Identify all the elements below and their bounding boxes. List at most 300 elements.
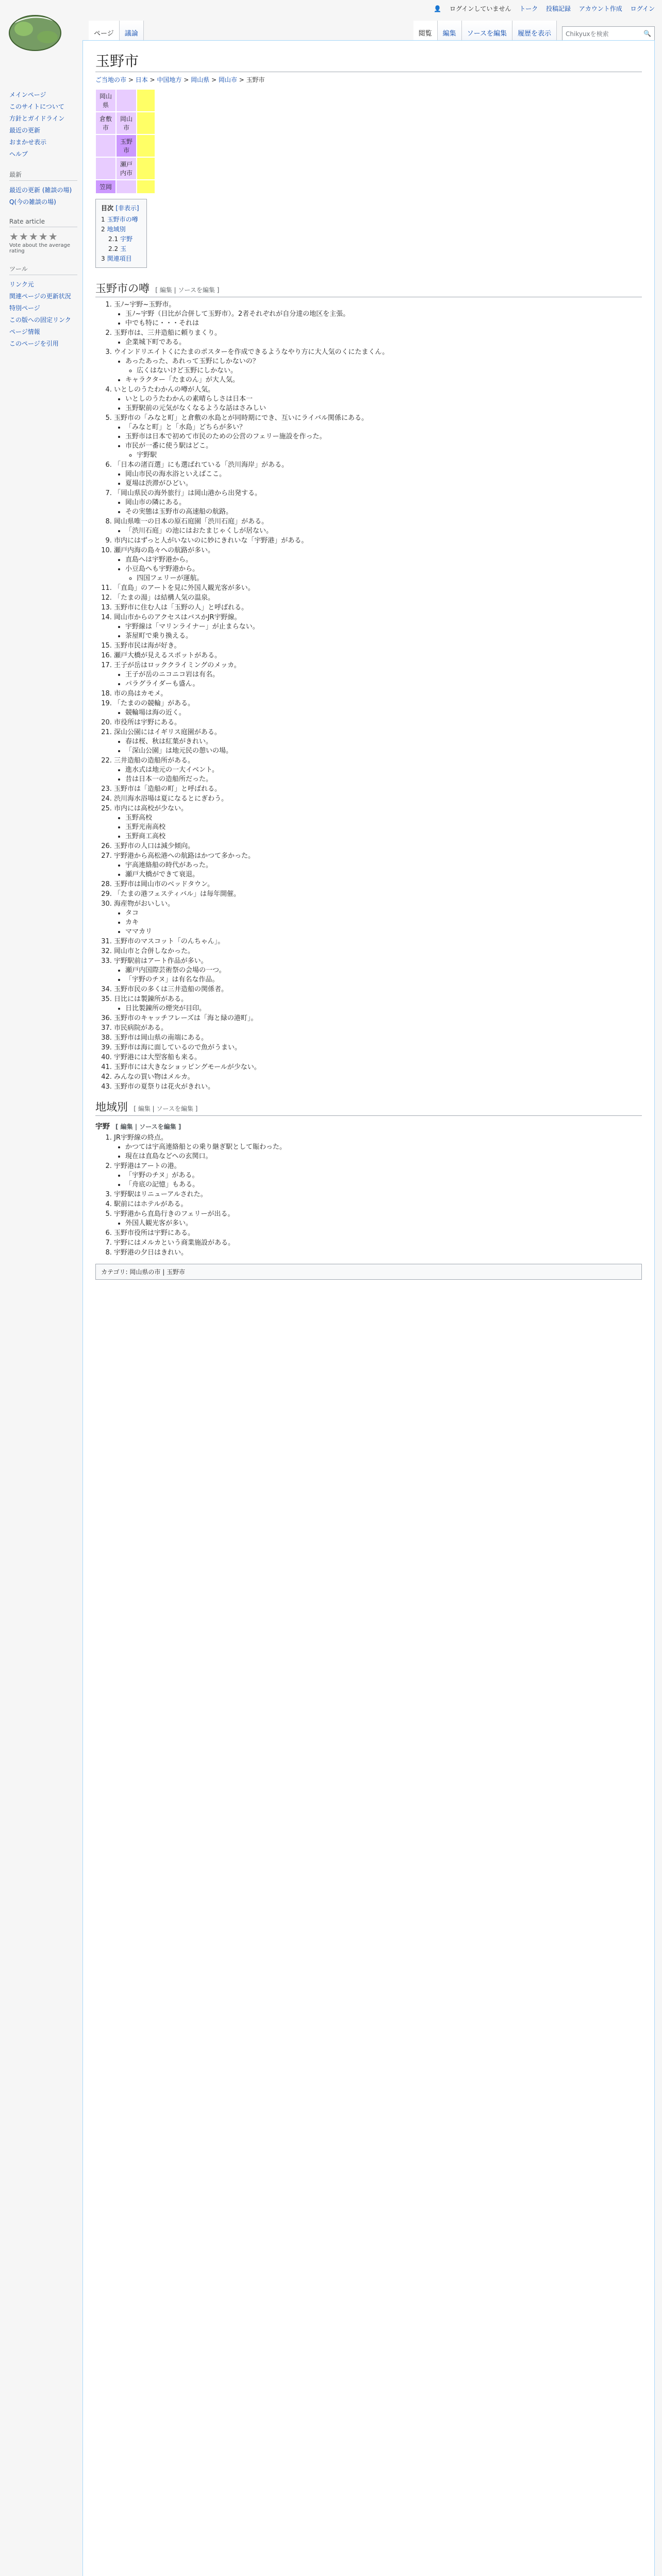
sub-list	[114, 395, 642, 413]
category-links[interactable]: カテゴリ: 岡山県の市 | 玉野市	[95, 1264, 642, 1280]
list-item-text: 瀬戸大橋が見えるスポットがある。	[114, 652, 222, 659]
sub-list	[114, 909, 642, 937]
sidebar-item-policy[interactable]: 方針とガイドライン	[9, 115, 65, 122]
list-item-text: 「直島」のアートを見に外国人観光客が多い。	[114, 584, 255, 592]
sub-list-item	[125, 338, 642, 347]
sidebar	[0, 87, 82, 354]
navbox-cell	[116, 180, 137, 194]
section-heading-rumors	[95, 280, 642, 297]
sub-list	[114, 622, 642, 641]
sidebar-item-random[interactable]: おまかせ表示	[9, 139, 47, 146]
navbox-cell	[137, 180, 155, 194]
sub-list-item	[137, 366, 642, 376]
toc-item[interactable]	[101, 234, 139, 244]
sub-list	[114, 357, 642, 385]
tab-discussion[interactable]: 議論	[120, 21, 144, 41]
page-title: 玉野市	[95, 50, 642, 72]
sub-list-item	[125, 1143, 642, 1152]
sub-list-item	[125, 479, 642, 488]
list-item	[114, 947, 642, 956]
tab-edit[interactable]: 編集	[438, 21, 462, 41]
list-item-text: 「日本の渚百選」にも選ばれている「渋川海岸」がある。	[114, 461, 289, 469]
sub-list-item	[125, 357, 642, 376]
navbox-cell	[116, 89, 137, 112]
sub-item-text: カキ	[125, 919, 139, 926]
list-item-text: 宇野駅前はアート作品が多い。	[114, 957, 208, 965]
list-item	[114, 300, 642, 328]
sub-item-text: 「みなと町」と「水島」どちらが多い？	[125, 423, 246, 431]
sub-item-text: 瀬戸内国際芸術祭の会場の一つ。	[125, 967, 226, 974]
list-item	[114, 1190, 642, 1199]
list-item-text: 玉野市の「みなと町」と倉敷の水島とが同時期にでき、互いにライバル関係にある。	[114, 414, 368, 422]
table-of-contents	[95, 199, 147, 268]
list-item	[114, 594, 642, 603]
rate-caption: Vote about the average rating	[9, 243, 70, 254]
list-item	[114, 900, 642, 937]
sub-item-text: 玉ﾉ~宇野（日比が合併して玉野市）。2者それぞれが自分達の地区を主張。	[125, 310, 350, 318]
sub-item-text: 宇野駅	[137, 451, 157, 459]
sub-list-item	[125, 927, 642, 937]
list-item	[114, 995, 642, 1013]
list-item-text: 岡山県唯一の日本の原石庭園「渋川石庭」がある。	[114, 518, 269, 526]
city-navbox	[95, 89, 162, 194]
tool-permalink[interactable]: この版への固定リンク	[9, 316, 71, 324]
tab-read[interactable]: 閲覧	[413, 21, 438, 41]
sub-list-item	[125, 527, 642, 536]
list-item	[114, 546, 642, 583]
sub-list-item	[125, 1180, 642, 1190]
list-item-text: 深山公園にはイギリス庭園がある。	[114, 728, 221, 736]
toc-link[interactable]: 関連項目	[107, 255, 132, 262]
sub-list-item	[125, 814, 642, 823]
list-item	[114, 1043, 642, 1053]
navbox-cell	[137, 89, 155, 112]
section-heading-regions	[95, 1099, 642, 1116]
sub-list	[114, 670, 642, 689]
sub-list-item	[125, 432, 642, 442]
sub-item-text: かつては宇高連絡船との乗り継ぎ駅として賑わった。	[125, 1143, 286, 1151]
sub-list-item	[137, 451, 642, 460]
search-icon[interactable]: 🔍	[643, 30, 651, 37]
sub-list	[114, 338, 642, 347]
sub-list-item	[125, 319, 642, 328]
sub-list	[114, 1219, 642, 1228]
list-item	[114, 1033, 642, 1043]
navbox-cell[interactable]: 倉敷市	[95, 112, 116, 134]
list-item-text: 宇野駅はリニューアルされた。	[114, 1191, 207, 1198]
uno-list	[95, 1133, 642, 1258]
list-item	[114, 1082, 642, 1092]
sub-list-item	[125, 832, 642, 841]
sub-item-text: 進水式は地元の一大イベント。	[125, 766, 219, 774]
sub-item-text: 瀬戸大橋ができて衰退。	[125, 871, 200, 878]
navbox-cell	[95, 134, 116, 157]
sub-list	[114, 310, 642, 328]
sub-list-item	[137, 574, 642, 583]
sub-list-item	[125, 498, 642, 507]
list-item	[114, 728, 642, 756]
list-item-text: 玉野市は、三井造船に頼りまくり。	[114, 329, 222, 337]
toc-number: 2.2	[108, 245, 119, 252]
tool-page-info[interactable]: ページ情報	[9, 328, 40, 335]
sub-item-text: 宇野線は「マリンライナー」が止まらない。	[125, 623, 259, 631]
toc-link[interactable]: 玉野市の噂	[107, 216, 138, 223]
subsection-title: 宇野	[95, 1123, 110, 1131]
list-item	[114, 1239, 642, 1248]
crumb-current: 玉野市	[246, 76, 265, 83]
list-item-text: 玉野市に住む人は「玉野の人」と呼ばれる。	[114, 604, 249, 612]
sub-item-text: タコ	[125, 909, 139, 917]
toc-item[interactable]	[101, 253, 139, 263]
list-item	[114, 1063, 642, 1072]
list-item-text: 玉野市は岡山県の南端にある。	[114, 1034, 208, 1042]
tool-related-changes[interactable]: 関連ページの更新状況	[9, 293, 71, 300]
sub-item-text: 現在は直島などへの玄関口。	[125, 1153, 212, 1160]
navbox-cell[interactable]: 笠岡	[95, 180, 116, 194]
list-item	[114, 661, 642, 689]
sub-list	[114, 814, 642, 841]
sub-list	[114, 423, 642, 460]
rating-stars[interactable]: ★★★★★	[9, 230, 58, 243]
sub-list-item	[125, 1171, 642, 1180]
list-item-text: 市内にはずっと人がいないのに妙にきれいな「宇野港」がある。	[114, 537, 308, 545]
toc-link[interactable]: 宇野	[120, 235, 133, 243]
crumb-item[interactable]: 中国地方	[157, 76, 182, 83]
list-item-text: 渋川海水浴場は夏になるとにぎわう。	[114, 795, 228, 803]
list-item-text: 宇野にはメルカという商業施設がある。	[114, 1239, 235, 1247]
sub-item-text: 外国人観光客が多い。	[125, 1219, 193, 1227]
sub-list-item	[125, 823, 642, 832]
view-tabs	[413, 21, 655, 41]
toc-link[interactable]: 玉	[120, 245, 127, 252]
list-item-text: みんなの買い物はメルカ。	[114, 1073, 194, 1081]
section-title: 地域別	[95, 1101, 128, 1113]
sub-list-item	[125, 670, 642, 680]
navbox-cell[interactable]: 瀬戸内市	[116, 157, 137, 180]
sub-list	[114, 498, 642, 517]
sidebar-item-recent[interactable]: 最近の更新	[9, 127, 41, 134]
sub-item-text: 「舟底の記憶」もある。	[125, 1181, 200, 1189]
sub-list-item	[125, 470, 642, 479]
list-item-text: 三井造船の造船所がある。	[114, 757, 195, 765]
list-item	[114, 689, 642, 699]
search-input[interactable]: Chikyuxを検索	[566, 30, 609, 38]
sub-item-text: 王子が岳のニコニコ岩は有名。	[125, 671, 220, 679]
navbox-cell	[137, 134, 155, 157]
sub-list	[114, 470, 642, 488]
sub-item-text: 春は桜、秋は紅葉がきれい。	[125, 738, 213, 745]
list-item	[114, 584, 642, 593]
list-item	[114, 517, 642, 536]
rumor-list	[95, 300, 642, 1092]
toc-item[interactable]	[101, 214, 139, 224]
not-logged-in: ログインしていません	[449, 5, 511, 12]
toc-number: 2	[101, 226, 105, 233]
list-item-text: 玉野市には大きなショッピングモールが少ない。	[114, 1063, 261, 1071]
list-item	[114, 348, 642, 385]
sub-item-text: 岡山市民の海水浴といえばここ。	[125, 470, 226, 478]
list-item-text: 海産物がおいしい。	[114, 900, 175, 908]
list-item	[114, 461, 642, 488]
sub-item-text: 玉野商工高校	[125, 833, 166, 840]
list-item-text: 日比には製錬所がある。	[114, 995, 188, 1003]
sub-item-text: 玉野光南高校	[125, 823, 166, 831]
toc-item[interactable]	[101, 244, 139, 253]
list-item	[114, 937, 642, 946]
sidebar-item-about[interactable]: このサイトについて	[9, 103, 64, 110]
list-item-text: 岡山市からのアクセスはバスかJR宇野線。	[114, 614, 241, 621]
section-edit-link[interactable]: [ 編集 | ソースを編集 ]	[115, 1123, 181, 1130]
sub-list-item	[125, 404, 642, 413]
sub-item-text: 玉野市は日本で初めて市民のための公営のフェリー施設を作った。	[125, 433, 326, 440]
list-item	[114, 613, 642, 641]
list-item-text: 市の鳥はカモメ。	[114, 690, 168, 698]
sidebar-latest	[0, 165, 82, 213]
list-item-text: 玉野市民は海が好き。	[114, 642, 181, 650]
sub-item-text: ママカリ	[125, 928, 153, 936]
list-item-text: 宇野港から直島行きのフェリーが出る。	[114, 1210, 235, 1218]
toc-item[interactable]	[101, 224, 139, 234]
list-item-text: ウインドリエイトくにたまのポスターを作成できるようなやり方に大人気のくにたまくん。	[114, 348, 389, 356]
list-item-text: 玉ﾉ~宇野~玉野市。	[114, 301, 176, 309]
sub-item-text: 競輪場は海の近く。	[125, 709, 186, 717]
sub-list-item	[125, 555, 642, 565]
sidebar-item-help[interactable]: ヘルプ	[9, 150, 28, 158]
list-item-text: 「たまの湯」は結構人気の温泉。	[114, 594, 215, 602]
crumb-item[interactable]: 岡山市	[218, 76, 237, 83]
toc-list	[101, 214, 139, 263]
sub-list-item	[125, 747, 642, 756]
navbox-cell	[95, 157, 116, 180]
sidebar-item-chat-recent[interactable]: 最近の更新 (雑談の場)	[9, 187, 72, 194]
tab-history[interactable]: 履歴を表示	[512, 21, 557, 41]
toc-number: 2.1	[108, 235, 119, 243]
list-item	[114, 1248, 642, 1258]
list-item-text: 玉野市の人口は減少傾向。	[114, 842, 195, 850]
list-item	[114, 699, 642, 718]
personal-tools	[427, 4, 655, 13]
section-edit-link[interactable]: [ 編集 | ソースを編集 ]	[134, 1105, 198, 1112]
sub-list-item	[125, 737, 642, 747]
subsection-heading-uno	[95, 1121, 642, 1131]
list-item	[114, 880, 642, 889]
sub-item-text: 玉野駅前の元気がなくなるような話はさみしい	[125, 404, 267, 412]
list-item-text: 玉野市のマスコット「のんちゃん」。	[114, 938, 225, 945]
list-item-text: 市内には高校が少ない。	[114, 805, 188, 812]
navbox-cell[interactable]: 岡山市	[116, 112, 137, 134]
list-item	[114, 329, 642, 347]
sub-list	[114, 708, 642, 718]
list-item	[114, 1073, 642, 1082]
sub-list	[114, 966, 642, 985]
sub-item-text: 「渋川石庭」の池にはおたまじゃくしが居ない。	[125, 527, 273, 535]
navbox-cell	[137, 112, 155, 134]
sub-list-item	[125, 423, 642, 432]
rate-heading: Rate article	[9, 218, 77, 227]
sub-item-text: 中でも特に・・・それは	[125, 319, 200, 327]
sub-list	[114, 527, 642, 536]
list-item	[114, 785, 642, 794]
sub-list-item	[125, 680, 642, 689]
list-item-text: いとしのうたわかんの噂が人気。	[114, 386, 215, 394]
list-item	[114, 1024, 642, 1033]
tab-edit-source[interactable]: ソースを編集	[462, 21, 512, 41]
list-item-text: 宇野港の夕日はきれい。	[114, 1249, 188, 1257]
sub-item-text: 四国フェリーが運航。	[137, 574, 204, 582]
list-item-text: 市役所は宇野にある。	[114, 719, 181, 726]
sub-list-item	[125, 918, 642, 927]
list-item	[114, 1133, 642, 1161]
list-item-text: 「岡山県民の海外旅行」は岡山港から出発する。	[114, 489, 262, 497]
list-item-text: 王子が岳はロッククライミングのメッカ。	[114, 662, 241, 669]
list-item	[114, 1229, 642, 1238]
crumb-item[interactable]: ご当地の市	[95, 76, 127, 83]
list-item	[114, 536, 642, 546]
list-item-text: JR宇野線の終点。	[114, 1134, 168, 1142]
sidebar-item-main[interactable]: メインページ	[9, 91, 46, 98]
list-item-text: 玉野市役所は宇野にある。	[114, 1229, 195, 1237]
site-logo[interactable]	[4, 2, 81, 79]
contributions-link[interactable]: 投稿記録	[546, 5, 571, 12]
list-item	[114, 1053, 642, 1062]
sub-list-item	[125, 632, 642, 641]
toc-hide-toggle[interactable]: [非表示]	[115, 205, 139, 212]
list-item-text: 玉野市は海に面しているので魚がうまい。	[114, 1044, 242, 1052]
list-item	[114, 842, 642, 851]
list-item	[114, 804, 642, 841]
sub-item-text: パラグライダーも盛ん。	[125, 680, 200, 688]
sub-item-text: 玉野高校	[125, 814, 153, 822]
breadcrumb: ご当地の市 > 日本 > 中国地方 > 岡山県 > 岡山市 > 玉野市	[95, 76, 265, 83]
sub-list	[114, 555, 642, 583]
section-title: 玉野市の噂	[95, 282, 150, 295]
toc-number: 1	[101, 216, 105, 223]
navbox-cell[interactable]: 岡山県	[95, 89, 116, 112]
list-item	[114, 957, 642, 985]
create-account-link[interactable]: アカウント作成	[578, 5, 622, 12]
sub-list	[114, 1004, 642, 1013]
sub-item-text: 企業城下町である。	[125, 338, 186, 346]
list-item-text: 「たまの港フェスティバル」は毎年開催。	[114, 890, 241, 898]
sub-list	[114, 861, 642, 879]
list-item	[114, 1210, 642, 1228]
sub-list-item	[125, 565, 642, 583]
sub-list	[125, 451, 642, 460]
sub-item-text: その実態は玉野市の高速船の航路。	[125, 508, 233, 516]
sub-list-item	[125, 775, 642, 784]
sub-list-item	[125, 310, 642, 319]
navbox-cell	[137, 157, 155, 180]
namespace-tabs	[89, 21, 144, 41]
navbox-cell-current: 玉野市	[116, 134, 137, 157]
list-item	[114, 651, 642, 660]
toc-number: 3	[101, 255, 105, 262]
sub-item-text: 「宇野のチヌ」は有名な作品。	[125, 976, 219, 984]
sub-list	[125, 574, 642, 583]
list-item	[114, 603, 642, 613]
list-item-text: 玉野市は「造船の町」と呼ばれる。	[114, 785, 222, 793]
crumb-item[interactable]: 日本	[135, 76, 148, 83]
sub-list-item	[125, 909, 642, 918]
sidebar-navigation	[0, 87, 82, 165]
list-item-text: 宇野港には大型客船も来る。	[114, 1054, 202, 1061]
sub-list-item	[125, 442, 642, 460]
list-item	[114, 1162, 642, 1190]
tool-special-pages[interactable]: 特別ページ	[9, 304, 40, 312]
sub-item-text: 宇高連絡船の時代があった。	[125, 861, 212, 869]
list-item	[114, 641, 642, 651]
sub-list-item	[125, 1219, 642, 1228]
list-item-text: 岡山市と合併しなかった。	[114, 947, 195, 955]
list-item-text: 市民病院がある。	[114, 1024, 168, 1032]
list-item-text: 玉野市民の多くは三井造船の関係者。	[114, 986, 228, 993]
sidebar-rating	[0, 213, 82, 259]
talk-link[interactable]: トーク	[519, 5, 538, 12]
list-item-text: 「たまのの競輪」がある。	[114, 700, 195, 707]
sub-list-item	[125, 975, 642, 985]
sub-item-text: 昔は日本一の造船所だった。	[125, 775, 213, 783]
list-item	[114, 1200, 642, 1209]
sub-item-text: 日比製錬所の煙突が目印。	[125, 1005, 206, 1012]
tool-whatlinkshere[interactable]: リンク元	[9, 281, 34, 288]
list-item-text: 宇野港から高松港への航路はかつて多かった。	[114, 852, 255, 860]
sub-list-item	[125, 376, 642, 385]
sub-list-item	[125, 622, 642, 632]
list-item-text: 瀬戸内海の島々への航路が多い。	[114, 547, 215, 554]
list-item-text: 玉野市の夏祭りは花火がきれい。	[114, 1083, 215, 1091]
sub-item-text: 広くはないけど玉野にしかない。	[137, 367, 238, 375]
tool-cite[interactable]: このページを引用	[9, 340, 59, 347]
list-item	[114, 414, 642, 460]
list-item	[114, 718, 642, 727]
list-item-text: 駅前にはホテルがある。	[114, 1200, 188, 1208]
toc-link[interactable]: 地域別	[107, 226, 126, 233]
list-item	[114, 794, 642, 804]
sub-item-text: あったあった、あれって玉野にしかないの？	[125, 358, 259, 365]
list-item	[114, 890, 642, 899]
section-edit-link[interactable]: [ 編集 | ソースを編集 ]	[155, 286, 220, 294]
login-link[interactable]: ログイン	[630, 5, 655, 12]
sub-item-text: 夏場は渋滞がひどい。	[125, 480, 193, 487]
toc-title: 目次	[101, 205, 114, 212]
sub-item-text: 市民が一番に使う駅はどこ。	[125, 442, 213, 450]
list-item-text: 玉野市のキャッチフレーズは「海と緑の港町」。	[114, 1014, 258, 1022]
sidebar-tools	[0, 259, 82, 354]
list-item	[114, 985, 642, 994]
sub-item-text: 「深山公園」は地元民の憩いの場。	[125, 747, 233, 755]
sub-item-text: 「宇野のチヌ」がある。	[125, 1172, 199, 1179]
list-item	[114, 1014, 642, 1023]
tab-page[interactable]: ページ	[89, 21, 120, 41]
sub-list-item	[125, 708, 642, 718]
sub-list-item	[125, 507, 642, 517]
sub-list	[114, 737, 642, 756]
sub-list	[125, 366, 642, 376]
main-content	[82, 40, 655, 2576]
sub-item-text: 直島へは宇野港から。	[125, 556, 193, 564]
list-item-text: 宇野港はアートの港。	[114, 1162, 181, 1170]
crumb-item[interactable]: 岡山県	[191, 76, 210, 83]
sidebar-item-chat-now[interactable]: Q(今の雑談の場)	[9, 198, 56, 206]
sidebar-latest-heading: 最新	[9, 170, 77, 181]
sub-item-text: 茶屋町で乗り換える。	[125, 632, 193, 640]
list-item	[114, 756, 642, 784]
tools-heading: ツール	[9, 264, 77, 275]
sub-list-item	[125, 1152, 642, 1161]
sub-list-item	[125, 1004, 642, 1013]
search-box[interactable]	[562, 26, 655, 41]
sub-item-text: 小豆島へも宇野港から。	[125, 565, 200, 573]
